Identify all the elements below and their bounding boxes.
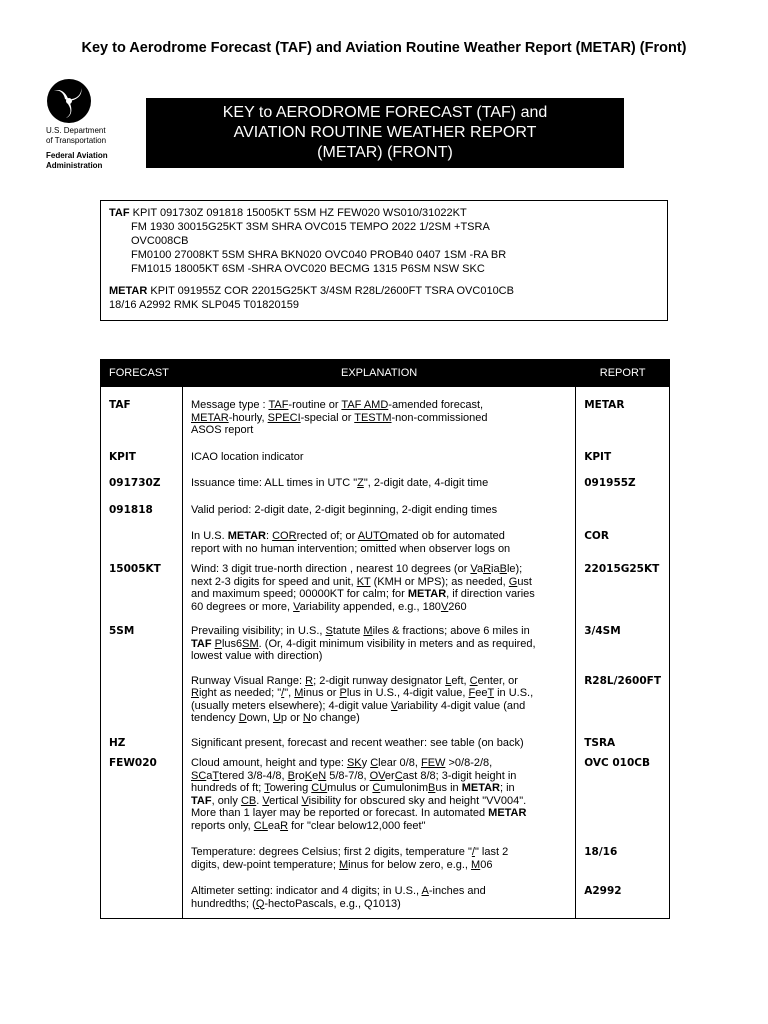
explanation-cell: Wind: 3 digit true-north direction , nearest 10 degrees (or VaRiaBle); next 2-3 digits for speed and unit, KT (KMH or MPS); as needed, Gust and maximum speed; 00000KT for calm; for METAR, if direction varies 60 degrees or more, Variability appended, e.g., 180V260 [183,559,576,617]
taf-example-line1 [109,206,659,220]
table-row [101,467,670,494]
agency-block [46,126,108,170]
header-report: REPORT [576,360,670,387]
explanation-cell: In U.S. METAR: CORrected of; or AUTOmated ob for automated report with no human intervention; omitted when observer logs on [183,520,576,559]
taf-example-line2: FM 1930 30015G25KT 3SM SHRA OVC015 TEMPO 2022 1/2SM +TSRA [131,221,490,233]
banner-line2: AVIATION ROUTINE WEATHER REPORT [233,124,537,141]
table-row [101,875,670,919]
table-row [101,494,670,521]
report-cell: R28L/2600FT [576,667,670,729]
report-cell: A2992 [576,875,670,919]
forecast-cell: 15005KT [101,559,183,617]
report-cell: METAR [576,387,670,441]
table-row [101,667,670,729]
forecast-cell: TAF [101,387,183,441]
example-reports-box [100,200,668,321]
explanation-cell: Significant present, forecast and recent weather: see table (on back) [183,729,576,754]
banner-line1: KEY to AERODROME FORECAST (TAF) and [222,104,548,121]
report-cell: 18/16 [576,836,670,875]
explanation-cell: Message type : TAF-routine or TAF AMD-amended forecast, METAR-hourly, SPECI-special or TESTM-non-commissioned ASOS report [183,387,576,441]
faa-line1: Federal Aviation [46,151,108,160]
table-row [101,559,670,617]
header-forecast: FORECAST [101,360,183,387]
explanation-cell: Runway Visual Range: R; 2-digit runway designator Left, Center, or Right as needed; "/", Minus or Plus in U.S., 4-digit value, FeeT in U.S., (usually meters elsewhere); 4-digit value Variability 4-digit value (and tendency Down, Up or No change) [183,667,576,729]
banner-line3: (METAR) (FRONT) [317,144,453,161]
taf-line1: KPIT 091730Z 091818 15005KT 5SM HZ FEW020 WS010/31022KT [132,207,467,219]
report-cell [576,494,670,521]
taf-label: TAF [109,207,130,219]
table-row [101,441,670,468]
explanation-cell: Cloud amount, height and type: SKy Clear 0/8, FEW >0/8-2/8, SCaTtered 3/8-4/8, BroKeN 5/8-7/8, OVerCast 8/8; 3-digit height in hundreds of ft; Towering CUmulus or CumulonimBus in METAR; in TAF, only CB. Vertical Visibility for obscured sky and height "VV004". More than 1 layer may be reported or forecast. In automated METAR reports only, CLeaR for "clear below12,000 feet" [183,753,576,836]
table-row [101,836,670,875]
table-row [101,520,670,559]
forecast-cell: HZ [101,729,183,754]
faa-line2: Administration [46,160,103,170]
forecast-cell: 5SM [101,617,183,667]
taf-example-line3: OVC008CB [131,235,189,247]
taf-example-line5: FM1015 18005KT 6SM -SHRA OVC020 BECMG 1315 P6SM NSW SKC [131,263,485,275]
report-cell: COR [576,520,670,559]
explanation-cell: Valid period: 2-digit date, 2-digit beginning, 2-digit ending times [183,494,576,521]
metar-example-line1 [109,284,659,298]
forecast-cell [101,836,183,875]
page-header: Key to Aerodrome Forecast (TAF) and Aviation Routine Weather Report (METAR) (Front) [81,40,687,56]
report-cell: TSRA [576,729,670,754]
dot-triskelion-logo-icon [46,78,92,124]
metar-line1: KPIT 091955Z COR 22015G25KT 3/4SM R28L/2600FT TSRA OVC010CB [150,285,514,297]
explanation-cell: Issuance time: ALL times in UTC "Z", 2-digit date, 4-digit time [183,467,576,494]
report-cell: 3/4SM [576,617,670,667]
explanation-cell: ICAO location indicator [183,441,576,468]
table-row [101,753,670,836]
forecast-cell: FEW020 [101,753,183,836]
report-cell: 22015G25KT [576,559,670,617]
explanation-cell: Prevailing visibility; in U.S., Statute Miles & fractions; above 6 miles in TAF Plus6SM. (Or, 4-digit minimum visibility in meters and as required, lowest value with direction) [183,617,576,667]
forecast-cell [101,520,183,559]
table-row [101,387,670,441]
table-row [101,617,670,667]
metar-example-line2: 18/16 A2992 RMK SLP045 T01820159 [109,299,300,311]
forecast-cell: 091818 [101,494,183,521]
forecast-cell [101,875,183,919]
explanation-cell: Altimeter setting: indicator and 4 digits; in U.S., A-inches and hundredths; (Q-hectoPascals, e.g., Q1013) [183,875,576,919]
forecast-cell [101,667,183,729]
table-row [101,729,670,754]
report-cell: KPIT [576,441,670,468]
forecast-cell: 091730Z [101,467,183,494]
dept-line1: U.S. Department [46,126,106,135]
header-explanation: EXPLANATION [183,360,576,387]
dept-line2: of Transportation [46,135,107,145]
taf-example-line4: FM0100 27008KT 5SM SHRA BKN020 OVC040 PROB40 0407 1SM -RA BR [131,249,507,261]
explanation-cell: Temperature: degrees Celsius; first 2 digits, temperature "/" last 2 digits, dew-point temperature; Minus for below zero, e.g., M06 [183,836,576,875]
report-cell: 091955Z [576,467,670,494]
metar-label: METAR [109,285,148,297]
title-banner [146,98,624,168]
key-table [100,359,670,919]
report-cell: OVC 010CB [576,753,670,836]
forecast-cell: KPIT [101,441,183,468]
